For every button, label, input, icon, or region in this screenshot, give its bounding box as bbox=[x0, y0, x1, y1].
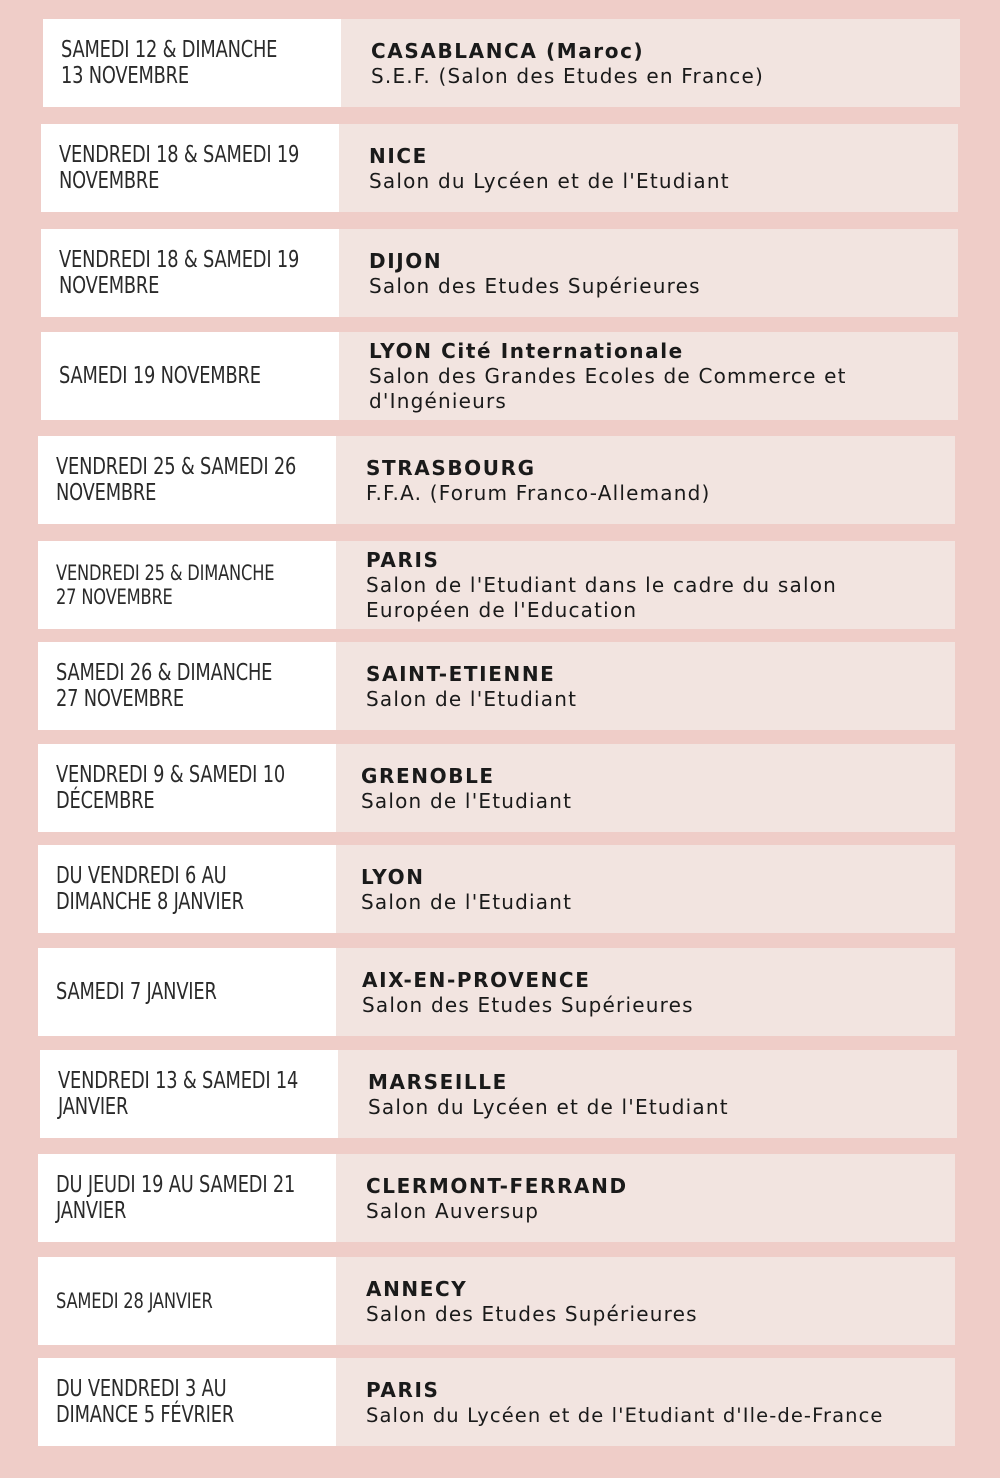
event-row bbox=[38, 948, 955, 1036]
event-date: DU VENDREDI 3 AU DIMANCE 5 FÉVRIER bbox=[38, 1358, 336, 1446]
event-row bbox=[43, 19, 960, 107]
event-info bbox=[336, 436, 955, 524]
event-date: DU VENDREDI 6 AU DIMANCHE 8 JANVIER bbox=[38, 845, 336, 933]
event-city: ANNECY bbox=[366, 1276, 468, 1301]
event-date: VENDREDI 25 & SAMEDI 26 NOVEMBRE bbox=[38, 436, 336, 524]
event-name: Salon des Etudes Supérieures bbox=[366, 1301, 698, 1326]
event-date: DU JEUDI 19 AU SAMEDI 21 JANVIER bbox=[38, 1154, 336, 1242]
event-info bbox=[336, 1154, 955, 1242]
event-row bbox=[38, 642, 955, 730]
event-name: F.F.A. (Forum Franco-Allemand) bbox=[366, 480, 711, 505]
event-info bbox=[336, 541, 955, 629]
event-name: Salon des Etudes Supérieures bbox=[362, 992, 694, 1017]
event-row bbox=[38, 436, 955, 524]
event-city: PARIS bbox=[366, 548, 440, 572]
event-city: CASABLANCA (Maroc) bbox=[371, 38, 645, 63]
event-city: DIJON bbox=[369, 248, 443, 273]
event-row bbox=[38, 541, 955, 629]
event-name: Salon des Grandes Ecoles de Commerce et d'Ingénieurs bbox=[369, 364, 847, 413]
event-row bbox=[41, 229, 958, 317]
event-city: LYON Cité Internationale bbox=[369, 339, 684, 363]
event-info bbox=[339, 332, 958, 420]
event-info bbox=[339, 229, 958, 317]
event-info bbox=[336, 948, 955, 1036]
event-city: SAINT-ETIENNE bbox=[366, 661, 556, 686]
event-date: VENDREDI 9 & SAMEDI 10 DÉCEMBRE bbox=[38, 744, 336, 832]
event-date: SAMEDI 26 & DIMANCHE 27 NOVEMBRE bbox=[38, 642, 336, 730]
event-city: NICE bbox=[369, 143, 428, 168]
event-date: SAMEDI 28 JANVIER bbox=[38, 1257, 336, 1345]
event-city: AIX-EN-PROVENCE bbox=[362, 967, 591, 992]
event-row bbox=[40, 1050, 957, 1138]
event-city: LYON bbox=[361, 864, 425, 889]
event-date: SAMEDI 19 NOVEMBRE bbox=[41, 332, 339, 420]
event-info bbox=[339, 124, 958, 212]
event-row bbox=[38, 1358, 955, 1446]
event-info bbox=[336, 744, 955, 832]
event-name: Salon de l'Etudiant dans le cadre du salon Européen de l'Education bbox=[366, 573, 838, 622]
event-row bbox=[38, 1257, 955, 1345]
event-name: Salon du Lycéen et de l'Etudiant bbox=[368, 1094, 729, 1119]
event-date: VENDREDI 18 & SAMEDI 19 NOVEMBRE bbox=[41, 124, 339, 212]
event-row bbox=[41, 332, 958, 420]
event-date: SAMEDI 12 & DIMANCHE 13 NOVEMBRE bbox=[43, 19, 341, 107]
event-date: VENDREDI 18 & SAMEDI 19 NOVEMBRE bbox=[41, 229, 339, 317]
event-info bbox=[336, 642, 955, 730]
event-city: GRENOBLE bbox=[361, 763, 495, 788]
event-date: VENDREDI 13 & SAMEDI 14 JANVIER bbox=[40, 1050, 338, 1138]
event-row bbox=[41, 124, 958, 212]
event-city: CLERMONT-FERRAND bbox=[366, 1173, 628, 1198]
event-name: S.E.F. (Salon des Etudes en France) bbox=[371, 63, 764, 88]
event-info bbox=[336, 1358, 955, 1446]
event-city: STRASBOURG bbox=[366, 455, 536, 480]
event-info bbox=[336, 1257, 955, 1345]
event-name: Salon du Lycéen et de l'Etudiant bbox=[369, 168, 730, 193]
event-date: VENDREDI 25 & DIMANCHE 27 NOVEMBRE bbox=[38, 541, 336, 629]
event-info bbox=[338, 1050, 957, 1138]
event-row bbox=[38, 1154, 955, 1242]
event-row bbox=[38, 845, 955, 933]
event-date: SAMEDI 7 JANVIER bbox=[38, 948, 336, 1036]
event-name: Salon de l'Etudiant bbox=[366, 686, 578, 711]
event-info bbox=[341, 19, 960, 107]
event-name: Salon de l'Etudiant bbox=[361, 889, 573, 914]
event-name: Salon des Etudes Supérieures bbox=[369, 273, 701, 298]
event-city: PARIS bbox=[366, 1377, 440, 1402]
event-city: MARSEILLE bbox=[368, 1069, 508, 1094]
event-row bbox=[38, 744, 955, 832]
event-info bbox=[336, 845, 955, 933]
event-name: Salon de l'Etudiant bbox=[361, 788, 573, 813]
event-name: Salon Auversup bbox=[366, 1198, 540, 1223]
event-name: Salon du Lycéen et de l'Etudiant d'Ile-de-France bbox=[366, 1403, 884, 1427]
